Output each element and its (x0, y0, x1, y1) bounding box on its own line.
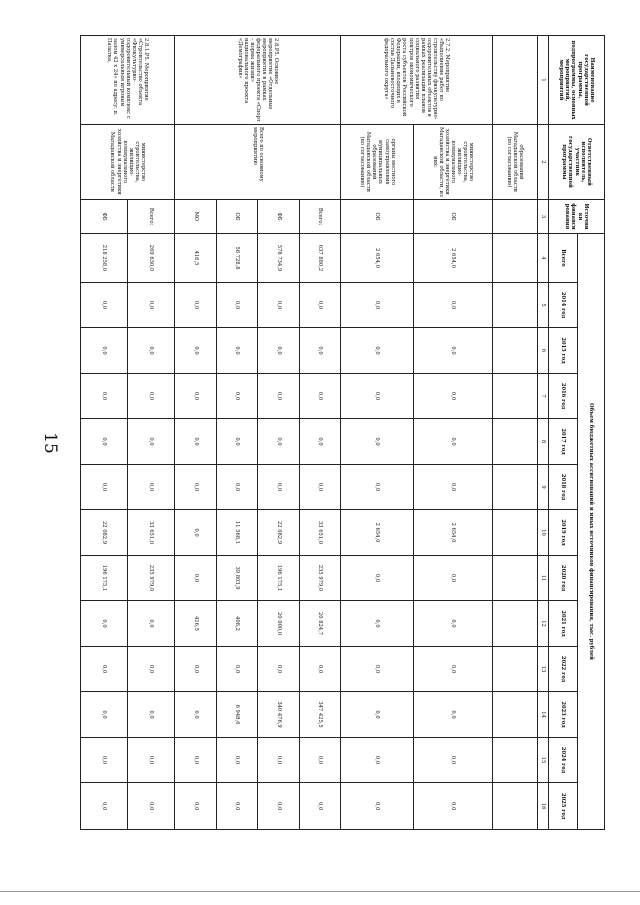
value-cell: 235 979,0 (299, 555, 341, 601)
value-cell: 0,0 (216, 737, 258, 783)
header-volume: Объем бюджетных ассигнований и иных источников финансирования, тыс. рублей (578, 234, 605, 830)
value-cell: 2 654,0 (341, 234, 414, 283)
value-cell: 0,0 (341, 373, 414, 419)
value-cell: 2 654,0 (414, 510, 493, 556)
value-cell: 0,0 (128, 464, 175, 510)
table-row (128, 36, 175, 830)
value-cell: 0,0 (128, 282, 175, 328)
header-year: 2016 год (548, 373, 577, 419)
value-cell: 0,0 (81, 646, 128, 692)
value-cell: 0,0 (414, 737, 493, 783)
value-cell: 0,0 (258, 373, 300, 419)
value-cell: 0,0 (81, 373, 128, 419)
value-cell: 0,0 (81, 419, 128, 465)
value-cell: 0,0 (414, 783, 493, 830)
value-cell: 0,0 (414, 464, 493, 510)
value-cell: 235 979,0 (128, 555, 175, 601)
value-cell: 0,0 (414, 282, 493, 328)
value-cell: 6 948,6 (216, 692, 258, 738)
value-cell: 0,0 (341, 601, 414, 647)
value-cell: 0,0 (299, 464, 341, 510)
executor-cell: Всего по основному мероприятию (175, 125, 341, 200)
col-number: 5 (537, 282, 548, 328)
value-cell: 0,0 (216, 373, 258, 419)
value-cell: 0,0 (258, 737, 300, 783)
header-year: 2019 год (548, 510, 577, 556)
header-year: 2014 год (548, 282, 577, 328)
source-cell: ОБ (414, 199, 493, 233)
value-cell: 0,0 (299, 328, 341, 374)
name-cell: 2.7.2. Мероприятие «Выполнение работ по строительству физкультурно-оздоровительных объектов в рамках реализации планов социального развития центров экономического роста субъектов Российской Федерации, входящих в состав Дальневосточного федерального округа» (341, 36, 492, 125)
header-year: 2023 год (548, 692, 577, 738)
source-cell: МО (175, 199, 217, 233)
value-cell: 11 568,1 (216, 510, 258, 556)
value-cell: 0,0 (258, 783, 300, 830)
value-cell: 2 654,0 (414, 234, 493, 283)
value-cell: 0,0 (81, 601, 128, 647)
source-cell: Всего: (299, 199, 341, 233)
executor-cell: министерство строительства, жилищно-коммунального хозяйства и энергетики Магаданской области, из них: (414, 125, 493, 200)
col-number: 8 (537, 419, 548, 465)
value-cell: 0,0 (128, 328, 175, 374)
col-number: 13 (537, 646, 548, 692)
col-number: 16 (537, 783, 548, 830)
value-cell: 0,0 (175, 510, 217, 556)
value-cell: 22 082,9 (81, 510, 128, 556)
value-cell: 0,0 (341, 646, 414, 692)
value-cell: 0,0 (258, 419, 300, 465)
value-cell: 0,0 (128, 601, 175, 647)
financing-table (80, 35, 605, 830)
value-cell: 0,0 (341, 737, 414, 783)
executor-cell: органы местного самоуправления муниципальных образований Магаданской области (по согласованию) (341, 125, 414, 200)
value-cell: 0,0 (175, 419, 217, 465)
value-cell: 0,0 (341, 419, 414, 465)
value-cell: 0,0 (299, 783, 341, 830)
name-cell: 2.8.1.Р5. Мероприятие «Строительство объекта «Физкультурно-оздоровительный комплекс с универсальным игровым залом 42 х 24» по адресу: п. Палатка, (81, 36, 175, 125)
source-cell: Всего: (128, 199, 175, 233)
value-cell: 0,0 (216, 282, 258, 328)
value-cell: 0,0 (414, 601, 493, 647)
value-cell: 196 175,1 (81, 555, 128, 601)
value-cell: 0,0 (341, 464, 414, 510)
value-cell: 0,0 (216, 783, 258, 830)
value-cell: 33 651,0 (299, 510, 341, 556)
value-cell: 578 734,9 (258, 234, 300, 283)
source-cell: ФБ (258, 199, 300, 233)
value-cell: 0,0 (128, 783, 175, 830)
col-number: 1 (537, 36, 548, 125)
header-total: Всего (548, 234, 577, 283)
value-cell: 0,0 (81, 783, 128, 830)
value-cell: 0,0 (341, 783, 414, 830)
value-cell: 0,0 (128, 737, 175, 783)
header-year: 2020 год (548, 555, 577, 601)
header-year: 2024 год (548, 737, 577, 783)
header-year: 2017 год (548, 419, 577, 465)
col-number: 2 (537, 125, 548, 200)
value-cell: 269 630,0 (128, 234, 175, 283)
value-cell: 0,0 (341, 328, 414, 374)
value-cell: 0,0 (414, 328, 493, 374)
value-cell: 0,0 (175, 783, 217, 830)
value-cell: 0,0 (175, 737, 217, 783)
value-cell: 0,0 (175, 464, 217, 510)
value-cell: 33 651,0 (128, 510, 175, 556)
value-cell: 0,0 (299, 737, 341, 783)
header-executor: Ответственный исполнитель, участник государственной программы (548, 125, 604, 200)
page-number: 15 (40, 432, 60, 454)
col-number: 10 (537, 510, 548, 556)
value-cell: 0,0 (341, 692, 414, 738)
value-cell: 0,0 (175, 646, 217, 692)
value-cell: 0,0 (258, 282, 300, 328)
value-cell: 0,0 (258, 646, 300, 692)
value-cell: 0,0 (175, 373, 217, 419)
source-cell: ФБ (81, 199, 128, 233)
table-row (414, 36, 493, 830)
table-row (299, 36, 341, 830)
bottom-divider (0, 891, 640, 892)
value-cell: 20 824,7 (299, 601, 341, 647)
col-number: 15 (537, 737, 548, 783)
col-number: 7 (537, 373, 548, 419)
value-cell: 0,0 (175, 328, 217, 374)
name-cell: 2.8.Р5. Основное мероприятие «Отдельные мероприятия в рамках федерального проекта «Спорт – норма жизни» национального проекта «Демография» (175, 36, 341, 125)
value-cell: 0,0 (299, 282, 341, 328)
value-cell: 0,0 (128, 692, 175, 738)
value-cell: 0,0 (216, 464, 258, 510)
value-cell: 0,0 (216, 419, 258, 465)
header-year: 2022 год (548, 646, 577, 692)
value-cell: 0,0 (341, 282, 414, 328)
value-cell: 0,0 (216, 646, 258, 692)
value-cell: 0,0 (341, 555, 414, 601)
value-cell: 0,0 (216, 328, 258, 374)
value-cell: 0,0 (414, 419, 493, 465)
value-cell: 0,0 (81, 692, 128, 738)
value-cell: 0,0 (258, 464, 300, 510)
header-source: Источники финансирования (548, 199, 604, 233)
value-cell: 20 000,0 (258, 601, 300, 647)
value-cell: 0,0 (128, 373, 175, 419)
value-cell: 416,5 (175, 601, 217, 647)
table-row (341, 36, 414, 830)
name-cell (492, 36, 537, 125)
header-year: 2015 год (548, 328, 577, 374)
header-name: Наименование государственной программы, подпрограммы, основных мероприятий, мероприятий (548, 36, 604, 125)
value-cell: 0,0 (414, 692, 493, 738)
value-cell: 0,0 (299, 646, 341, 692)
value-cell: 0,0 (81, 737, 128, 783)
value-cell: 347 425,5 (299, 692, 341, 738)
col-number: 4 (537, 234, 548, 283)
value-cell: 218 258,0 (81, 234, 128, 283)
value-cell: 196 175,1 (258, 555, 300, 601)
value-cell: 39 803,9 (216, 555, 258, 601)
value-cell: 416,5 (175, 234, 217, 283)
value-cell: 637 880,2 (299, 234, 341, 283)
value-cell: 0,0 (175, 692, 217, 738)
executor-cell: образований Магаданской области (по согласованию) (492, 125, 537, 200)
value-cell: 0,0 (299, 373, 341, 419)
value-cell: 0,0 (81, 282, 128, 328)
value-cell: 0,0 (81, 464, 128, 510)
value-cell: 22 082,9 (258, 510, 300, 556)
executor-cell: министерство строительства, жилищно-коммунального хозяйства и энергетики Магаданской области (81, 125, 175, 200)
col-number: 9 (537, 464, 548, 510)
value-cell: 0,0 (128, 419, 175, 465)
col-number: 3 (537, 199, 548, 233)
value-cell: 0,0 (299, 419, 341, 465)
source-cell: ОБ (341, 199, 414, 233)
value-cell: 0,0 (414, 373, 493, 419)
value-cell: 408,2 (216, 601, 258, 647)
value-cell: 0,0 (414, 555, 493, 601)
header-year: 2025 год (548, 783, 577, 830)
header-year: 2021 год (548, 601, 577, 647)
value-cell: 0,0 (128, 646, 175, 692)
value-cell: 58 728,8 (216, 234, 258, 283)
col-number: 12 (537, 601, 548, 647)
value-cell: 0,0 (258, 328, 300, 374)
value-cell: 0,0 (81, 328, 128, 374)
rotated-table-container (80, 35, 605, 830)
value-cell: 2 654,0 (341, 510, 414, 556)
value-cell: 0,0 (175, 282, 217, 328)
value-cell: 0,0 (414, 646, 493, 692)
source-cell: ОБ (216, 199, 258, 233)
col-number: 6 (537, 328, 548, 374)
header-year: 2018 год (548, 464, 577, 510)
value-cell: 0,0 (175, 555, 217, 601)
value-cell: 340 476,9 (258, 692, 300, 738)
col-number: 14 (537, 692, 548, 738)
col-number: 11 (537, 555, 548, 601)
